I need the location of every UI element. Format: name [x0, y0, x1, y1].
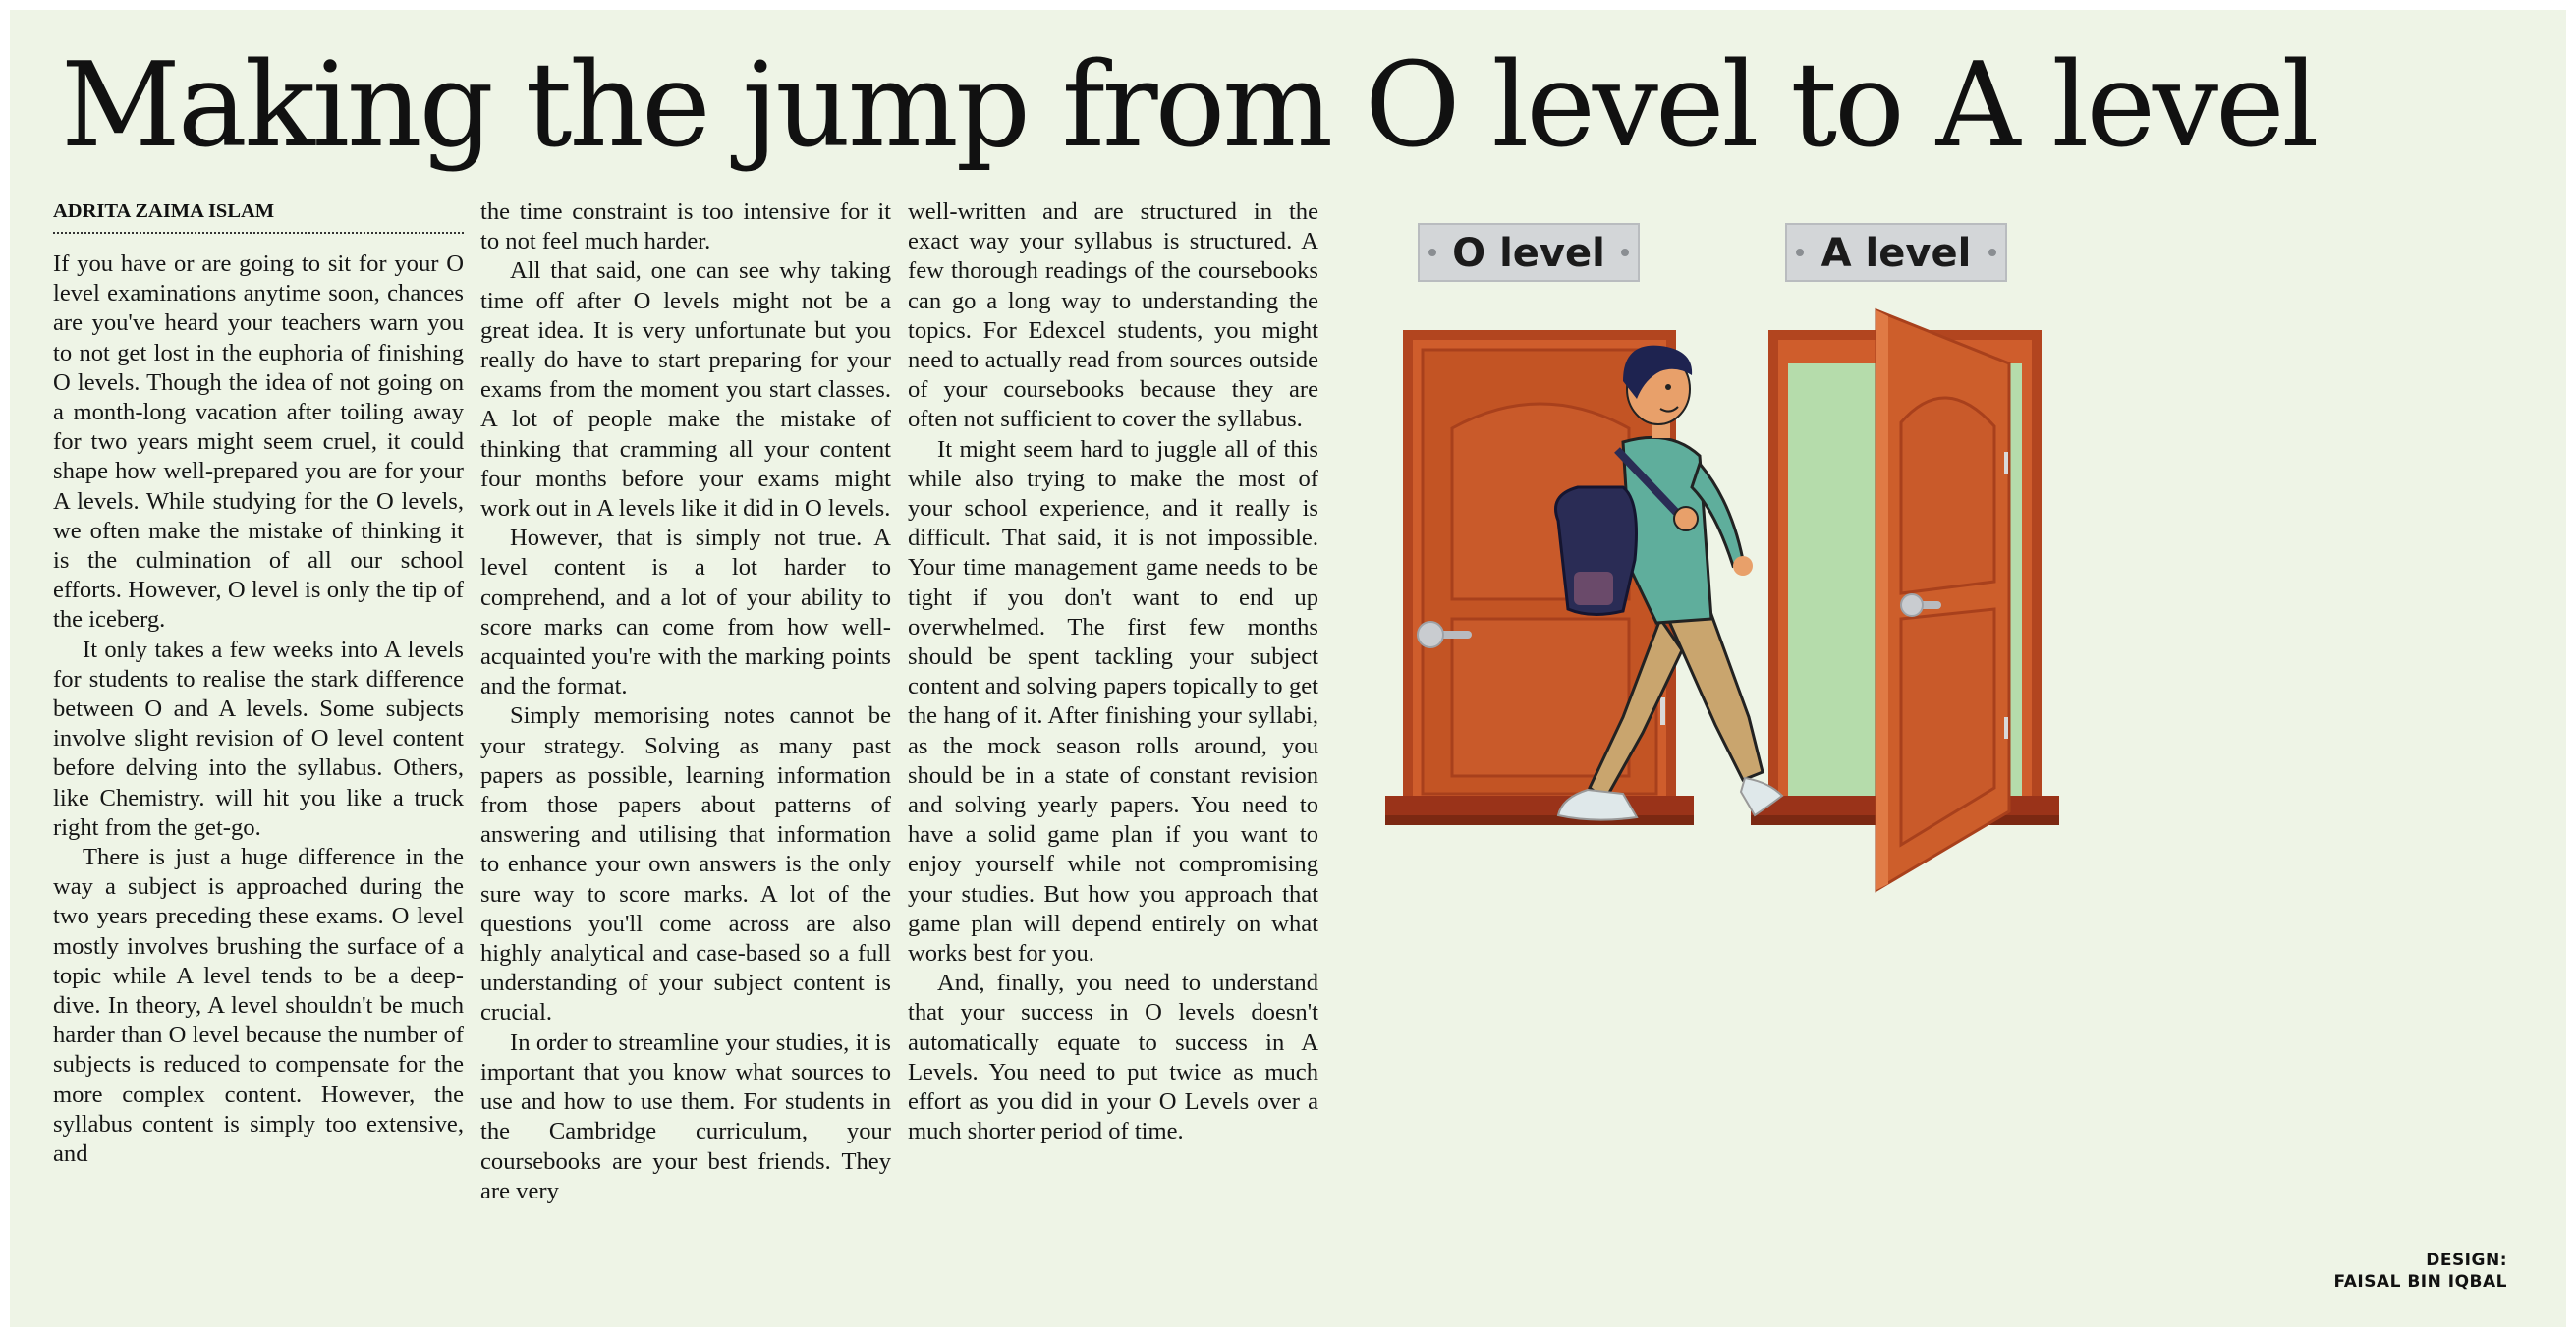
credit-label: DESIGN:	[2426, 1251, 2507, 1270]
article-paragraph: Simply memorising notes cannot be your strategy. Solving as many past papers as possible, learning information from those papers about patterns of answering and utilising that information to enhance your own answers is the only sure way to score marks. A lot of the questions you'll come across are also highly analytical and case-based so a full understanding of your subject content is crucial.	[480, 702, 891, 1027]
article-paragraph: And, finally, you need to understand that your success in O levels doesn't automatically equate to success in A Levels. You need to put twice as much effort as you did in your O Levels over a much shorter period of time.	[908, 970, 1318, 1145]
article-paragraph: There is just a huge difference in the way a subject is approached during the two years preceding these exams. O level mostly involves brushing the surface of a topic while A level tends to be a deep-dive. In theory, A level shouldn't be much harder than O level because the number of subjects is reduced to compensate for the more complex content. However, the syllabus content is simply too extensive, and	[53, 844, 464, 1168]
article-paragraph: It only takes a few weeks into A levels for students to realise the stark difference between O and A levels. Some subjects involve slight revision of O level content before delving into the syllabus. Others, like Chemistry. will hit you like a truck right from the get-go.	[53, 636, 464, 841]
newspaper-page	[10, 10, 2566, 1327]
article-paragraph: If you have or are going to sit for your O level examinations anytime soon, chances are you've heard your teachers warn you to not get lost in the euphoria of finishing O levels. Though the idea of not going on a month-long vacation after toiling away for two years might seem cruel, it could shape how well-prepared you are for your A levels. While studying for the O levels, we often make the mistake of thinking it is the culmination of all our school efforts. However, O level is only the tip of the iceberg.	[53, 251, 464, 634]
headline: Making the jump from O level to A level	[61, 38, 2317, 174]
article-paragraph: However, that is simply not true. A level content is a lot harder to comprehend, and a lot of your ability to score marks can come from how well-acquainted you're with the marking points and the format.	[480, 525, 891, 700]
a-level-door	[1751, 224, 2059, 890]
article-column-2	[480, 197, 891, 1206]
a-level-sign-text: A level	[1820, 231, 1972, 276]
article-paragraph: well-written and are structured in the exact way your syllabus is structured. A few thorough readings of the coursebooks can go a long way to understanding the topics. For Edexcel students, you might need to actually read from sources outside of your coursebooks because they are often not sufficient to cover the syllabus.	[908, 198, 1318, 433]
article-paragraph: the time constraint is too intensive for it to not feel much harder.	[480, 198, 891, 255]
o-level-sign-text: O level	[1452, 231, 1605, 276]
article-paragraph: In order to streamline your studies, it is important that you know what sources to use and how to use them. For students in the Cambridge curriculum, your coursebooks are your best friends. They are very	[480, 1029, 891, 1204]
design-credit	[2334, 1250, 2507, 1293]
article-paragraph: It might seem hard to juggle all of this while also trying to make the most of your school experience, and it really is difficult. That said, it is not impossible. Your time management game needs to be tight if you don't want to end up overwhelmed. The first few months should be spent tackling your subject content and solving papers topically to get the hang of it. After finishing your syllabi, as the mock season rolls around, you should be in a state of constant revision and solving yearly papers. You need to have a solid game plan if you want to enjoy yourself while not compromising your studies. But how you approach that game plan will depend entirely on what works best for you.	[908, 435, 1318, 968]
article-column-3	[908, 197, 1318, 1147]
credit-name: FAISAL BIN IQBAL	[2333, 1272, 2507, 1292]
doors-illustration	[1366, 206, 2566, 1316]
article-paragraph: All that said, one can see why taking time off after O levels might not be a great idea. It is very unfortunate but you really do have to start preparing for your exams from the moment you start classes. A lot of people make the mistake of thinking that cramming all your content four months before your exams might work out in A levels like it did in O levels.	[480, 257, 891, 523]
byline: ADRITA ZAIMA ISLAM	[53, 198, 464, 234]
article-column-1	[53, 250, 464, 1169]
